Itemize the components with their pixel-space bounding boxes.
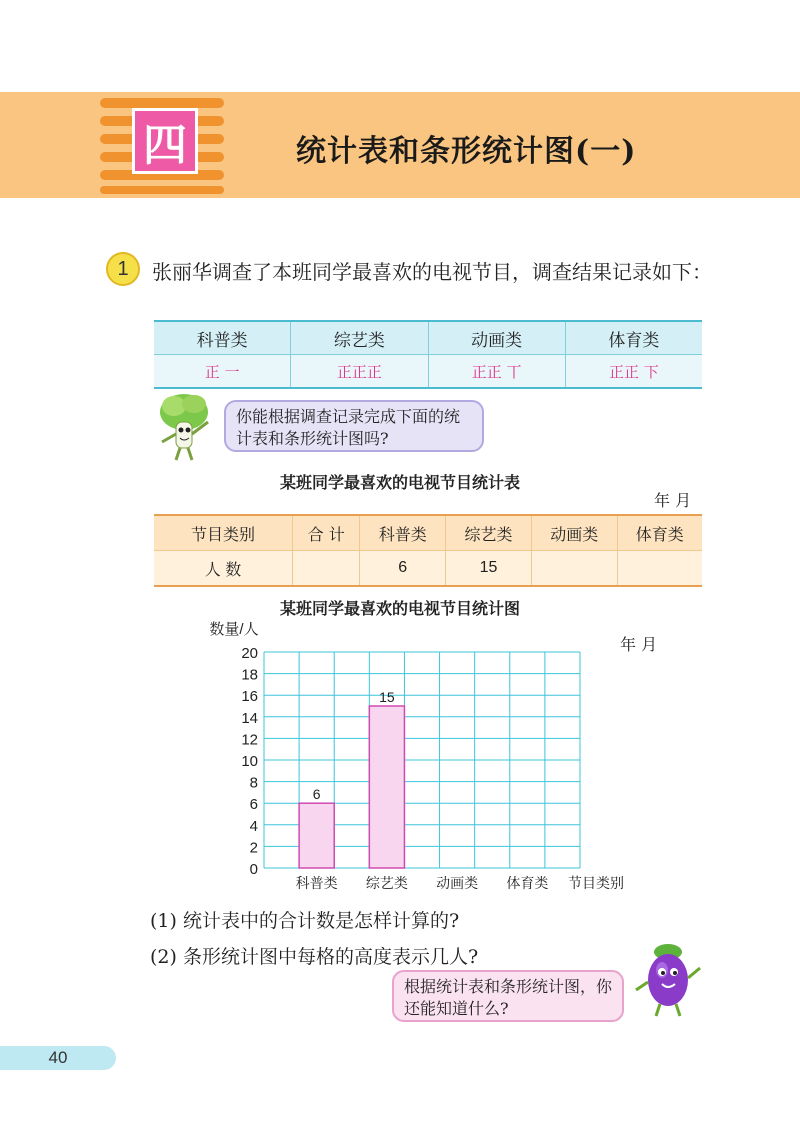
stats-header: 科普类 xyxy=(360,515,446,551)
problem-number-badge: 1 xyxy=(106,252,140,286)
survey-header: 科普类 xyxy=(154,321,291,355)
stats-header: 综艺类 xyxy=(446,515,532,551)
tally-marks: 正正正 xyxy=(291,355,428,389)
chapter-number: 四 xyxy=(132,108,198,174)
y-tick-label: 18 xyxy=(241,666,258,684)
y-tick-label: 14 xyxy=(241,709,258,727)
tally-marks: 正正 丅 xyxy=(428,355,565,389)
stats-cell: 15 xyxy=(446,551,532,587)
survey-header: 综艺类 xyxy=(291,321,428,355)
y-tick-label: 0 xyxy=(249,861,258,878)
x-category-label: 综艺类 xyxy=(365,875,408,891)
x-category-label: 体育类 xyxy=(506,875,549,891)
y-tick-label: 16 xyxy=(241,688,258,706)
bar-value-label: 15 xyxy=(379,689,395,705)
stats-header: 体育类 xyxy=(617,515,702,551)
stats-cell: 6 xyxy=(360,551,446,587)
y-axis-label: 数量/人 xyxy=(209,621,259,638)
tally-marks: 正 一 xyxy=(154,355,291,389)
chart-caption: 某班同学最喜欢的电视节目统计图 xyxy=(279,601,520,618)
y-tick-label: 10 xyxy=(241,753,258,770)
x-category-label: 科普类 xyxy=(295,875,338,891)
problem-text: 张丽华调查了本班同学最喜欢的电视节目，调查结果记录如下： xyxy=(152,260,712,284)
survey-header: 体育类 xyxy=(565,321,702,355)
y-tick-label: 8 xyxy=(249,774,258,792)
tally-marks: 正正 下 xyxy=(565,355,702,389)
question-2: (2) 条形统计图中每格的高度表示几人? xyxy=(150,946,479,968)
stats-header: 动画类 xyxy=(531,515,617,551)
y-tick-label: 20 xyxy=(241,645,258,662)
bar xyxy=(369,706,404,868)
x-axis-label: 节目类别 xyxy=(568,875,624,891)
stats-table-date: 年 月 xyxy=(654,491,692,510)
chart-date: 年 月 xyxy=(620,635,658,654)
speech-bubble-top: 你能根据调查记录完成下面的统计表和条形统计图吗? xyxy=(224,400,484,452)
stats-header: 节目类别 xyxy=(154,515,293,551)
stats-table-caption: 某班同学最喜欢的电视节目统计表 xyxy=(279,475,520,492)
bar xyxy=(299,803,334,868)
x-category-label: 动画类 xyxy=(436,875,479,891)
stats-row-label: 人 数 xyxy=(154,551,293,587)
eggplant-character-icon xyxy=(632,938,706,1018)
bar-value-label: 6 xyxy=(312,786,321,803)
survey-header: 动画类 xyxy=(428,321,565,355)
stats-header: 合 计 xyxy=(293,515,360,551)
chapter-title: 统计表和条形统计图(一) xyxy=(296,134,637,169)
question-1: (1) 统计表中的合计数是怎样计算的? xyxy=(150,910,460,932)
y-tick-label: 6 xyxy=(249,796,258,814)
y-tick-label: 4 xyxy=(249,817,258,835)
y-tick-label: 2 xyxy=(249,839,258,857)
y-tick-label: 12 xyxy=(241,731,258,749)
page-number: 40 xyxy=(0,1046,116,1070)
speech-bubble-bottom: 根据统计表和条形统计图，你还能知道什么? xyxy=(392,970,624,1022)
